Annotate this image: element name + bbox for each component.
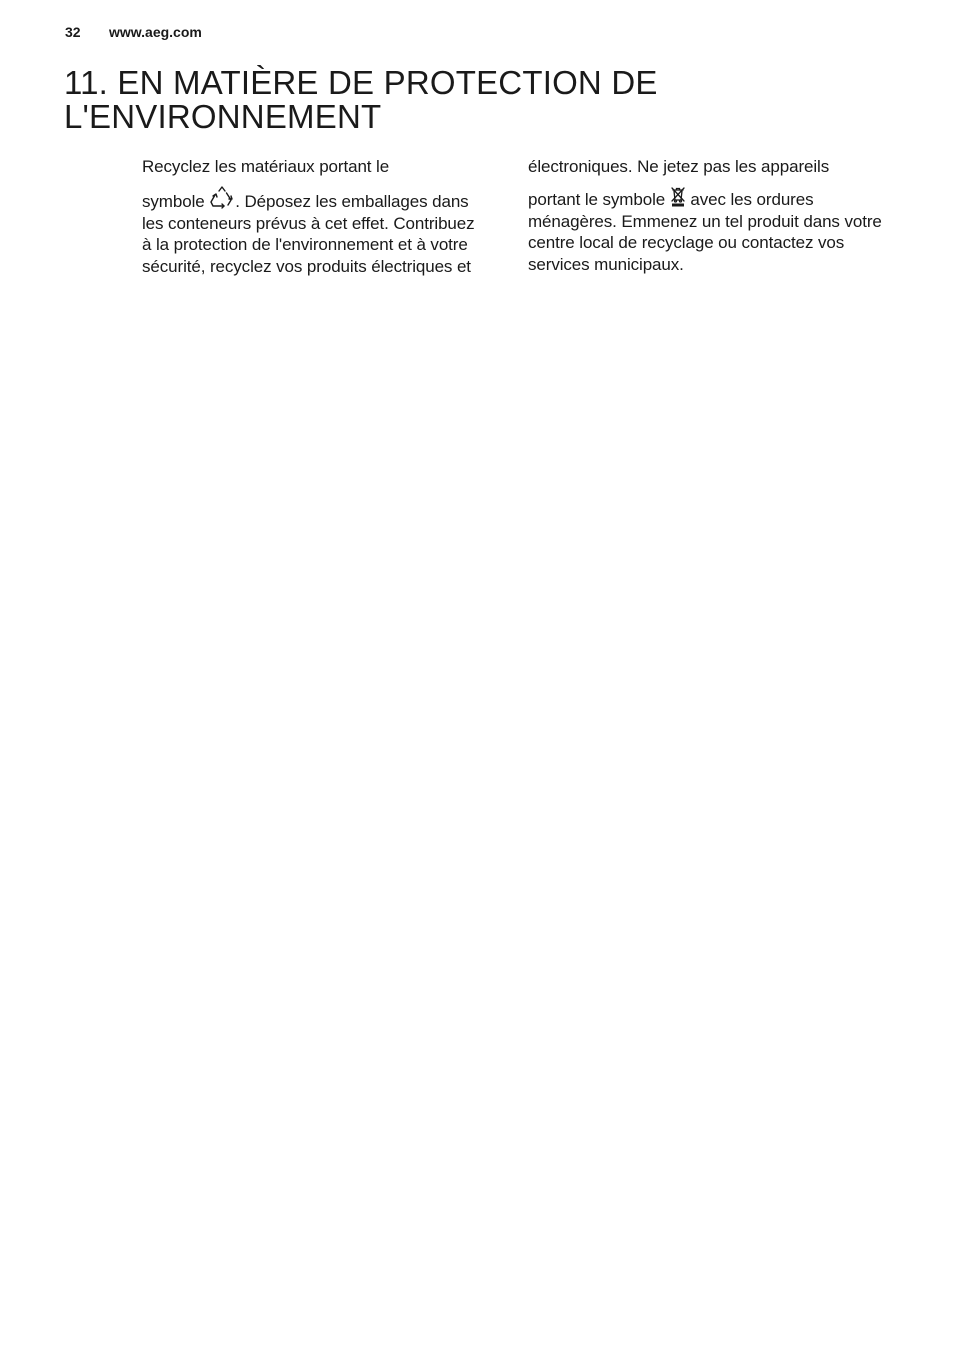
paragraph-right-line1: électroniques. Ne jetez pas les appareils bbox=[528, 157, 830, 176]
section-number: 11. bbox=[64, 64, 109, 101]
body-column-left bbox=[142, 156, 482, 278]
crossed-out-bin-icon bbox=[670, 186, 686, 208]
section-title bbox=[64, 66, 884, 134]
paragraph-left bbox=[142, 156, 482, 278]
paragraph-left-post-icon: . Déposez les emballages dans les conteneurs prévus à cet effet. Contribuez à la protection de l'environnement et à votre sécurité, recyclez vos produits électriques et bbox=[142, 191, 475, 277]
website-url: www.aeg.com bbox=[109, 24, 202, 40]
paragraph-right-post-icon: avec les ordures ménagères. Emmenez un tel produit dans votre centre local de recyclage ou contactez vos services municipaux. bbox=[528, 189, 882, 275]
section-title-text: EN MATIÈRE DE PROTECTION DE L'ENVIRONNEMENT bbox=[64, 64, 658, 135]
paragraph-right bbox=[528, 156, 888, 276]
body-column-right bbox=[528, 156, 888, 276]
page-header bbox=[65, 22, 202, 42]
recycle-icon bbox=[209, 186, 235, 210]
page-number: 32 bbox=[65, 24, 81, 40]
paragraph-left-line1: Recyclez les matériaux portant le bbox=[142, 157, 390, 176]
paragraph-left-pre-icon: symbole bbox=[142, 191, 210, 211]
paragraph-right-pre-icon: portant le symbole bbox=[528, 189, 670, 209]
